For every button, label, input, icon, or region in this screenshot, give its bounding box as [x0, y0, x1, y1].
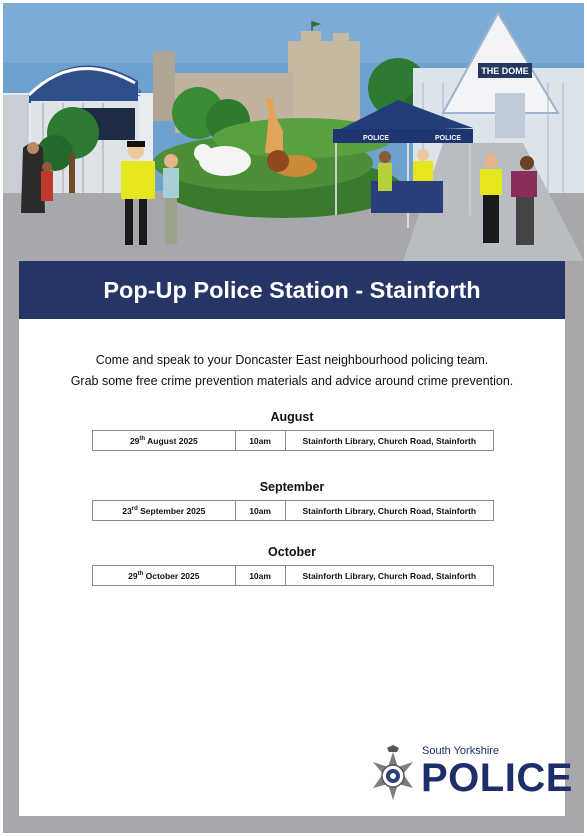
time-cell: 10am	[235, 431, 285, 451]
location-cell: Stainforth Library, Church Road, Stainforth	[285, 566, 493, 586]
date-cell: 29th October 2025	[93, 566, 236, 586]
table-row	[93, 566, 494, 586]
page-title: Pop-Up Police Station - Stainforth	[103, 276, 481, 303]
frenchgate-sign: Frenchgate	[79, 85, 142, 100]
intro-text	[19, 350, 565, 392]
month-heading-october: October	[268, 545, 316, 559]
title-banner	[19, 261, 565, 319]
logo-police-wordmark: POLICE	[421, 756, 573, 800]
intro-line-1: Come and speak to your Doncaster East neighbourhood policing team.	[95, 353, 489, 367]
header-illustration	[3, 3, 584, 261]
south-yorkshire-police-logo	[369, 744, 573, 804]
time-cell: 10am	[235, 501, 285, 521]
schedule-table-september	[92, 500, 494, 521]
date-cell: 23rd September 2025	[93, 501, 236, 521]
schedule-table-october	[92, 565, 494, 586]
table-row	[93, 501, 494, 521]
content-panel	[19, 319, 573, 816]
location-cell: Stainforth Library, Church Road, Stainforth	[285, 501, 493, 521]
date-cell: 29th August 2025	[93, 431, 236, 451]
location-cell: Stainforth Library, Church Road, Stainforth	[285, 431, 493, 451]
schedule-table-august	[92, 430, 494, 451]
logo-force-name: South Yorkshire	[422, 745, 500, 757]
gazebo-label-right: POLICE	[435, 135, 462, 142]
dome-sign: THE DOME	[481, 66, 529, 76]
table-row	[93, 431, 494, 451]
month-heading-september: September	[259, 480, 325, 494]
time-cell: 10am	[235, 566, 285, 586]
month-heading-august: August	[270, 410, 314, 424]
police-star-badge-icon	[369, 744, 419, 804]
intro-line-2: Grab some free crime prevention materials and advice around crime prevention.	[70, 374, 514, 388]
gazebo-label-left: POLICE	[363, 135, 390, 142]
town-scene-illustration	[3, 3, 584, 261]
